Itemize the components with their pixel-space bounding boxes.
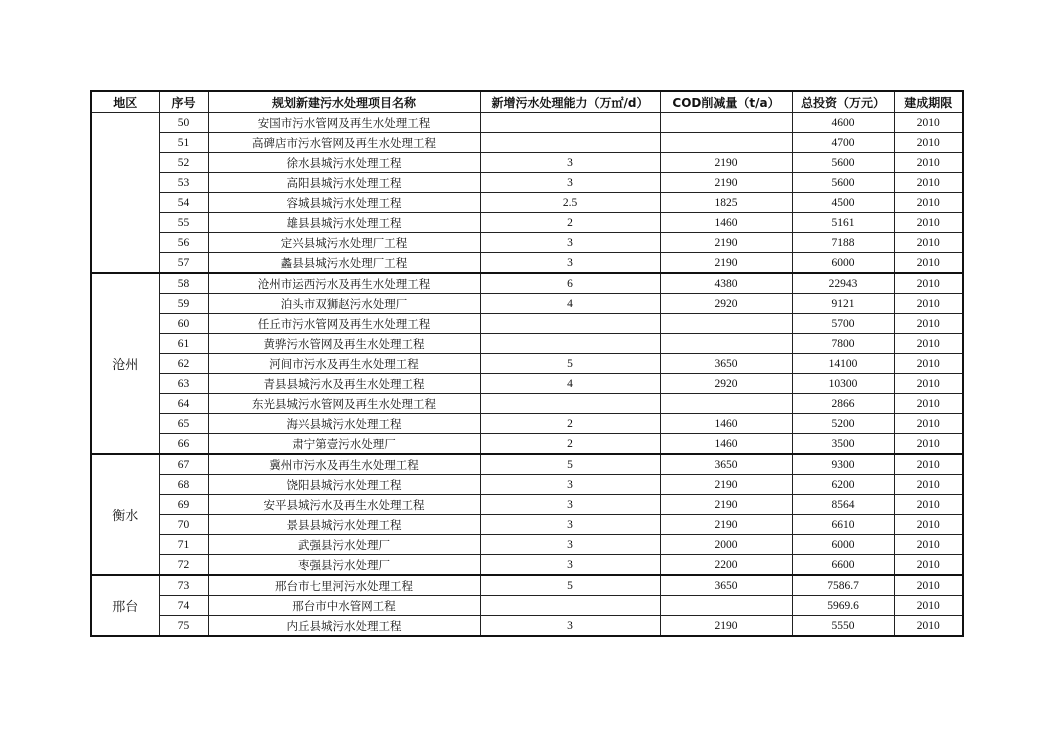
cell-capacity: 5	[480, 575, 660, 596]
table-row	[91, 434, 963, 455]
cell-project-name: 海兴县城污水处理工程	[208, 414, 480, 434]
cell-capacity	[480, 113, 660, 133]
table-body	[91, 113, 963, 637]
cell-cod-reduction: 2000	[660, 535, 792, 555]
cell-project-name: 高碑店市污水管网及再生水处理工程	[208, 133, 480, 153]
table-row	[91, 616, 963, 637]
cell-number: 55	[159, 213, 208, 233]
cell-number: 50	[159, 113, 208, 133]
cell-cod-reduction: 2920	[660, 374, 792, 394]
table-row	[91, 273, 963, 294]
cell-completion-year: 2010	[894, 414, 963, 434]
cell-cod-reduction: 2200	[660, 555, 792, 576]
cell-number: 72	[159, 555, 208, 576]
cell-capacity: 6	[480, 273, 660, 294]
cell-total-investment: 10300	[792, 374, 894, 394]
cell-project-name: 徐水县城污水处理工程	[208, 153, 480, 173]
cell-total-investment: 6600	[792, 555, 894, 576]
cell-total-investment: 2866	[792, 394, 894, 414]
cell-completion-year: 2010	[894, 173, 963, 193]
cell-cod-reduction: 4380	[660, 273, 792, 294]
table-row	[91, 414, 963, 434]
cell-capacity: 3	[480, 555, 660, 576]
cell-project-name: 蠡县县城污水处理厂工程	[208, 253, 480, 274]
cell-capacity	[480, 596, 660, 616]
cell-capacity: 4	[480, 294, 660, 314]
cell-cod-reduction: 2920	[660, 294, 792, 314]
cell-total-investment: 4500	[792, 193, 894, 213]
cell-completion-year: 2010	[894, 354, 963, 374]
header-number: 序号	[159, 91, 208, 113]
cell-total-investment: 6610	[792, 515, 894, 535]
cell-project-name: 饶阳县城污水处理工程	[208, 475, 480, 495]
cell-completion-year: 2010	[894, 233, 963, 253]
table-row	[91, 153, 963, 173]
cell-cod-reduction: 2190	[660, 153, 792, 173]
cell-number: 62	[159, 354, 208, 374]
cell-total-investment: 5600	[792, 153, 894, 173]
cell-total-investment: 7800	[792, 334, 894, 354]
cell-number: 58	[159, 273, 208, 294]
cell-number: 71	[159, 535, 208, 555]
cell-number: 53	[159, 173, 208, 193]
header-cod-reduction: COD削减量（t/a）	[660, 91, 792, 113]
cell-number: 69	[159, 495, 208, 515]
cell-completion-year: 2010	[894, 394, 963, 414]
cell-number: 51	[159, 133, 208, 153]
cell-total-investment: 6200	[792, 475, 894, 495]
cell-capacity: 3	[480, 153, 660, 173]
cell-total-investment: 7586.7	[792, 575, 894, 596]
header-total-investment: 总投资（万元）	[792, 91, 894, 113]
cell-total-investment: 5550	[792, 616, 894, 637]
cell-project-name: 泊头市双狮赵污水处理厂	[208, 294, 480, 314]
cell-project-name: 黄骅污水管网及再生水处理工程	[208, 334, 480, 354]
cell-capacity: 3	[480, 233, 660, 253]
cell-total-investment: 5700	[792, 314, 894, 334]
cell-completion-year: 2010	[894, 495, 963, 515]
table-row	[91, 334, 963, 354]
cell-total-investment: 9300	[792, 454, 894, 475]
table-row	[91, 475, 963, 495]
cell-total-investment: 22943	[792, 273, 894, 294]
cell-project-name: 安平县城污水及再生水处理工程	[208, 495, 480, 515]
cell-total-investment: 5969.6	[792, 596, 894, 616]
cell-capacity: 3	[480, 495, 660, 515]
cell-capacity: 3	[480, 616, 660, 637]
cell-total-investment: 14100	[792, 354, 894, 374]
cell-cod-reduction	[660, 133, 792, 153]
table-row	[91, 515, 963, 535]
cell-cod-reduction	[660, 113, 792, 133]
cell-region: 邢台	[91, 575, 159, 636]
cell-number: 67	[159, 454, 208, 475]
cell-capacity: 3	[480, 515, 660, 535]
cell-completion-year: 2010	[894, 575, 963, 596]
cell-number: 73	[159, 575, 208, 596]
cell-cod-reduction	[660, 394, 792, 414]
cell-number: 64	[159, 394, 208, 414]
table-row	[91, 495, 963, 515]
cell-project-name: 东光县城污水管网及再生水处理工程	[208, 394, 480, 414]
cell-number: 74	[159, 596, 208, 616]
cell-total-investment: 6000	[792, 535, 894, 555]
project-table-container	[90, 90, 962, 637]
cell-project-name: 内丘县城污水处理工程	[208, 616, 480, 637]
cell-capacity: 5	[480, 454, 660, 475]
cell-region: 衡水	[91, 454, 159, 575]
cell-completion-year: 2010	[894, 253, 963, 274]
cell-region	[91, 113, 159, 274]
cell-cod-reduction: 2190	[660, 253, 792, 274]
table-row	[91, 193, 963, 213]
cell-completion-year: 2010	[894, 334, 963, 354]
cell-project-name: 容城县城污水处理工程	[208, 193, 480, 213]
cell-capacity: 2	[480, 213, 660, 233]
cell-capacity	[480, 394, 660, 414]
table-row	[91, 454, 963, 475]
cell-project-name: 河间市污水及再生水处理工程	[208, 354, 480, 374]
cell-region: 沧州	[91, 273, 159, 454]
cell-cod-reduction: 3650	[660, 454, 792, 475]
header-capacity: 新增污水处理能力（万㎡/d）	[480, 91, 660, 113]
cell-number: 56	[159, 233, 208, 253]
cell-project-name: 武强县污水处理厂	[208, 535, 480, 555]
cell-number: 63	[159, 374, 208, 394]
cell-project-name: 枣强县污水处理厂	[208, 555, 480, 576]
cell-project-name: 雄县县城污水处理工程	[208, 213, 480, 233]
cell-capacity: 3	[480, 535, 660, 555]
cell-cod-reduction: 1460	[660, 434, 792, 455]
cell-capacity: 2	[480, 414, 660, 434]
cell-completion-year: 2010	[894, 515, 963, 535]
cell-number: 68	[159, 475, 208, 495]
table-row	[91, 374, 963, 394]
cell-completion-year: 2010	[894, 294, 963, 314]
table-row	[91, 394, 963, 414]
cell-completion-year: 2010	[894, 193, 963, 213]
cell-total-investment: 4600	[792, 113, 894, 133]
cell-project-name: 景县县城污水处理工程	[208, 515, 480, 535]
table-row	[91, 555, 963, 576]
table-row	[91, 294, 963, 314]
cell-completion-year: 2010	[894, 213, 963, 233]
cell-completion-year: 2010	[894, 616, 963, 637]
table-row	[91, 173, 963, 193]
table-row	[91, 113, 963, 133]
cell-project-name: 冀州市污水及再生水处理工程	[208, 454, 480, 475]
cell-cod-reduction: 3650	[660, 575, 792, 596]
cell-capacity	[480, 133, 660, 153]
cell-cod-reduction: 2190	[660, 475, 792, 495]
cell-cod-reduction: 1825	[660, 193, 792, 213]
table-row	[91, 253, 963, 274]
cell-cod-reduction: 2190	[660, 495, 792, 515]
table-row	[91, 213, 963, 233]
cell-capacity: 3	[480, 475, 660, 495]
table-row	[91, 596, 963, 616]
cell-cod-reduction: 2190	[660, 233, 792, 253]
table-row	[91, 535, 963, 555]
cell-total-investment: 7188	[792, 233, 894, 253]
header-region: 地区	[91, 91, 159, 113]
cell-total-investment: 5600	[792, 173, 894, 193]
cell-total-investment: 5161	[792, 213, 894, 233]
cell-total-investment: 4700	[792, 133, 894, 153]
cell-completion-year: 2010	[894, 374, 963, 394]
cell-number: 60	[159, 314, 208, 334]
cell-project-name: 邢台市七里河污水处理工程	[208, 575, 480, 596]
table-row	[91, 575, 963, 596]
cell-completion-year: 2010	[894, 133, 963, 153]
header-project-name: 规划新建污水处理项目名称	[208, 91, 480, 113]
cell-capacity: 4	[480, 374, 660, 394]
cell-cod-reduction	[660, 334, 792, 354]
cell-cod-reduction: 2190	[660, 616, 792, 637]
cell-completion-year: 2010	[894, 314, 963, 334]
cell-project-name: 沧州市运西污水及再生水处理工程	[208, 273, 480, 294]
cell-project-name: 肃宁第壹污水处理厂	[208, 434, 480, 455]
cell-completion-year: 2010	[894, 153, 963, 173]
cell-completion-year: 2010	[894, 273, 963, 294]
cell-project-name: 邢台市中水管网工程	[208, 596, 480, 616]
cell-cod-reduction: 1460	[660, 213, 792, 233]
table-row	[91, 354, 963, 374]
cell-project-name: 安国市污水管网及再生水处理工程	[208, 113, 480, 133]
table-row	[91, 314, 963, 334]
cell-total-investment: 9121	[792, 294, 894, 314]
cell-completion-year: 2010	[894, 113, 963, 133]
cell-number: 61	[159, 334, 208, 354]
cell-project-name: 高阳县城污水处理工程	[208, 173, 480, 193]
cell-cod-reduction: 1460	[660, 414, 792, 434]
cell-capacity: 3	[480, 173, 660, 193]
cell-number: 54	[159, 193, 208, 213]
cell-completion-year: 2010	[894, 596, 963, 616]
cell-capacity: 5	[480, 354, 660, 374]
cell-cod-reduction: 2190	[660, 173, 792, 193]
header-completion-year: 建成期限	[894, 91, 963, 113]
cell-number: 57	[159, 253, 208, 274]
cell-capacity: 2.5	[480, 193, 660, 213]
table-row	[91, 233, 963, 253]
cell-completion-year: 2010	[894, 535, 963, 555]
cell-number: 70	[159, 515, 208, 535]
cell-total-investment: 3500	[792, 434, 894, 455]
cell-cod-reduction: 2190	[660, 515, 792, 535]
sewage-project-table	[90, 90, 964, 637]
cell-total-investment: 6000	[792, 253, 894, 274]
cell-cod-reduction: 3650	[660, 354, 792, 374]
cell-total-investment: 8564	[792, 495, 894, 515]
cell-cod-reduction	[660, 596, 792, 616]
cell-project-name: 青县县城污水及再生水处理工程	[208, 374, 480, 394]
cell-completion-year: 2010	[894, 475, 963, 495]
cell-capacity: 2	[480, 434, 660, 455]
cell-number: 52	[159, 153, 208, 173]
cell-capacity: 3	[480, 253, 660, 274]
cell-number: 65	[159, 414, 208, 434]
cell-completion-year: 2010	[894, 454, 963, 475]
cell-number: 75	[159, 616, 208, 637]
table-header-row	[91, 91, 963, 113]
cell-capacity	[480, 334, 660, 354]
cell-total-investment: 5200	[792, 414, 894, 434]
cell-project-name: 任丘市污水管网及再生水处理工程	[208, 314, 480, 334]
cell-capacity	[480, 314, 660, 334]
table-row	[91, 133, 963, 153]
cell-number: 66	[159, 434, 208, 455]
cell-completion-year: 2010	[894, 555, 963, 576]
cell-project-name: 定兴县城污水处理厂工程	[208, 233, 480, 253]
cell-cod-reduction	[660, 314, 792, 334]
cell-completion-year: 2010	[894, 434, 963, 455]
cell-number: 59	[159, 294, 208, 314]
